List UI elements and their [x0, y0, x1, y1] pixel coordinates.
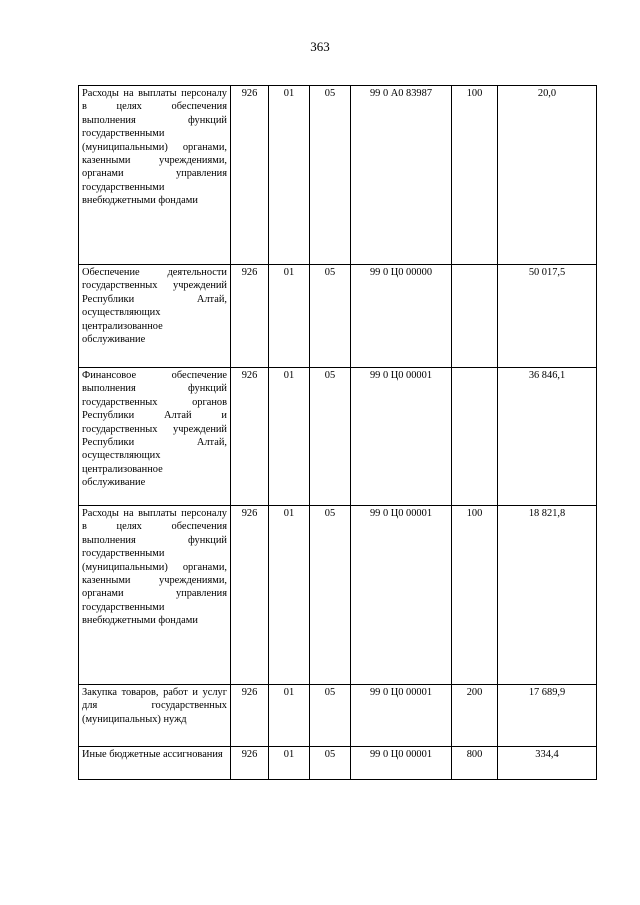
subsection-cell: 05 — [310, 86, 351, 265]
amount-cell: 36 846,1 — [498, 368, 597, 506]
expense-type-cell: 200 — [452, 685, 498, 747]
table-row — [79, 685, 597, 747]
grbs-cell: 926 — [231, 747, 269, 780]
expense-type-cell: 100 — [452, 506, 498, 685]
subsection-cell: 05 — [310, 506, 351, 685]
subsection-cell: 05 — [310, 368, 351, 506]
target-article-cell: 99 0 Ц0 00001 — [351, 685, 452, 747]
amount-cell: 20,0 — [498, 86, 597, 265]
expense-name-cell: Закупка товаров, работ и услуг для государственных (муниципальных) нужд — [79, 685, 231, 747]
amount-cell: 17 689,9 — [498, 685, 597, 747]
grbs-cell: 926 — [231, 506, 269, 685]
section-cell: 01 — [269, 86, 310, 265]
section-cell: 01 — [269, 265, 310, 368]
expense-name-cell: Расходы на выплаты персоналу в целях обеспечения выполнения функций государственными (муниципальными) органами, казенными учреждениями, органами управления государственными внебюджетными фондами — [79, 86, 231, 265]
section-cell: 01 — [269, 506, 310, 685]
expense-type-cell — [452, 265, 498, 368]
target-article-cell: 99 0 Ц0 00001 — [351, 747, 452, 780]
subsection-cell: 05 — [310, 747, 351, 780]
expense-name-cell: Обеспечение деятельности государственных учреждений Республики Алтай, осуществляющих централизованное обслуживание — [79, 265, 231, 368]
expense-name-cell: Расходы на выплаты персоналу в целях обеспечения выполнения функций государственными (муниципальными) органами, казенными учреждениями, органами управления государственными внебюджетными фондами — [79, 506, 231, 685]
table-row — [79, 86, 597, 265]
subsection-cell: 05 — [310, 685, 351, 747]
grbs-cell: 926 — [231, 265, 269, 368]
section-cell: 01 — [269, 747, 310, 780]
subsection-cell: 05 — [310, 265, 351, 368]
table-row — [79, 506, 597, 685]
grbs-cell: 926 — [231, 368, 269, 506]
table-row — [79, 747, 597, 780]
page-number: 363 — [310, 39, 330, 54]
expense-type-cell: 100 — [452, 86, 498, 265]
expense-name-cell: Иные бюджетные ассигнования — [79, 747, 231, 780]
expense-type-cell: 800 — [452, 747, 498, 780]
section-cell: 01 — [269, 368, 310, 506]
budget-table — [78, 85, 597, 780]
section-cell: 01 — [269, 685, 310, 747]
expense-name-cell: Финансовое обеспечение выполнения функций государственных органов Республики Алтай и государственных учреждений Республики Алтай, осуществляющих централизованное обслуживание — [79, 368, 231, 506]
grbs-cell: 926 — [231, 86, 269, 265]
expense-type-cell — [452, 368, 498, 506]
grbs-cell: 926 — [231, 685, 269, 747]
target-article-cell: 99 0 А0 83987 — [351, 86, 452, 265]
target-article-cell: 99 0 Ц0 00000 — [351, 265, 452, 368]
target-article-cell: 99 0 Ц0 00001 — [351, 506, 452, 685]
table-row — [79, 265, 597, 368]
amount-cell: 50 017,5 — [498, 265, 597, 368]
amount-cell: 18 821,8 — [498, 506, 597, 685]
table-row — [79, 368, 597, 506]
amount-cell: 334,4 — [498, 747, 597, 780]
target-article-cell: 99 0 Ц0 00001 — [351, 368, 452, 506]
